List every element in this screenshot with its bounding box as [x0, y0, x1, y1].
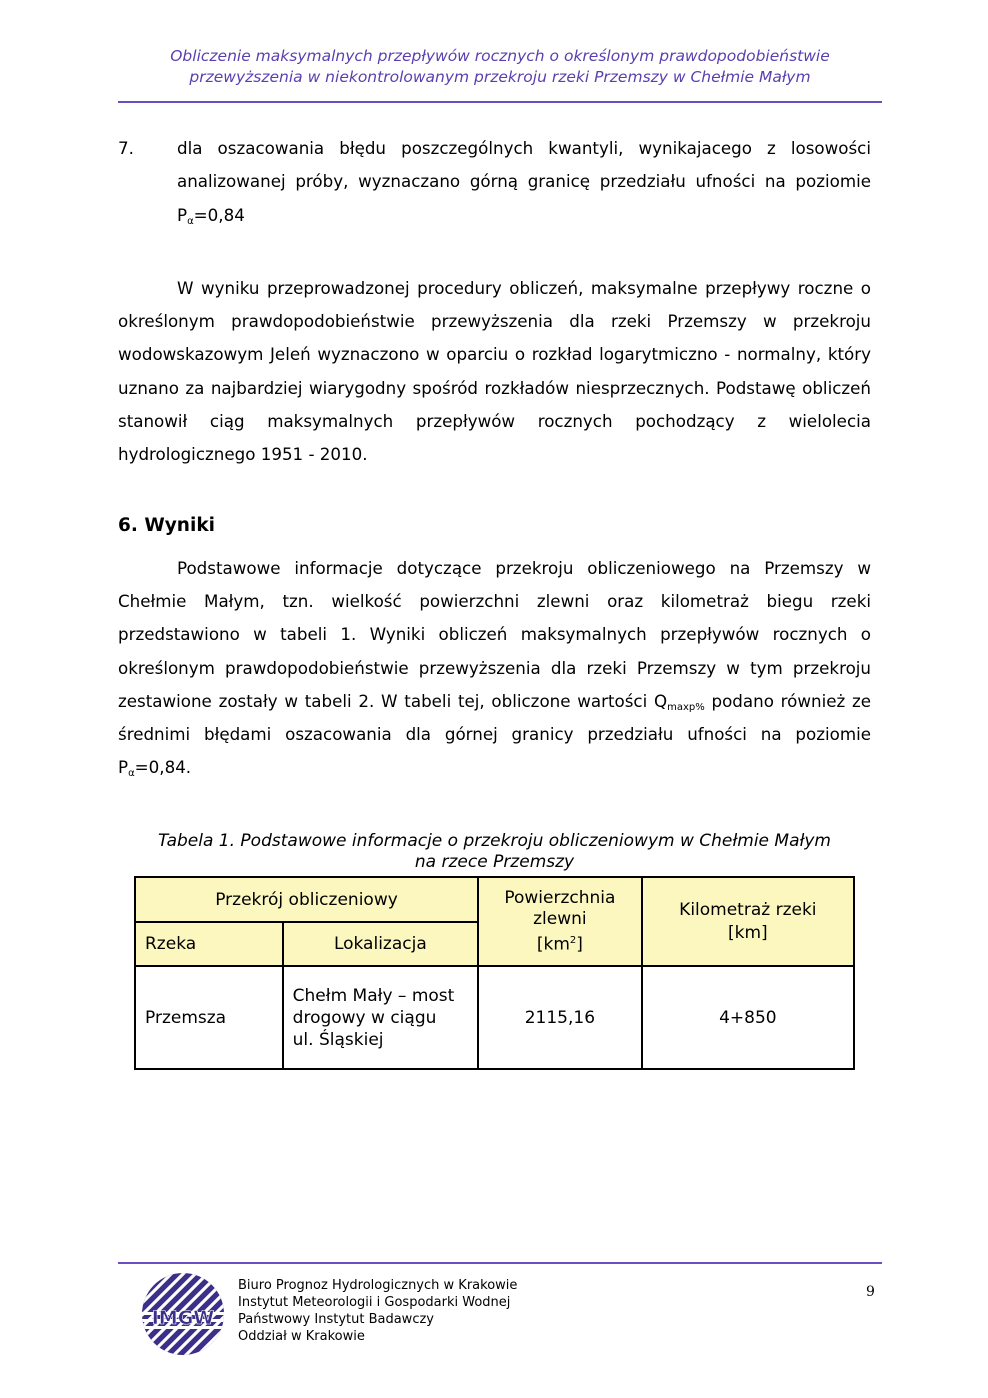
table-cell-area: 2115,16 — [478, 966, 642, 1069]
list-item-7 — [118, 132, 871, 232]
table-header-area: Powierzchnia zlewni $[km^2]$ — [478, 877, 642, 966]
imgw-logo-text: IMGW — [151, 1307, 215, 1329]
table-cell-location: Chełm Mały – most drogowy w ciągu ul. Śląskiej — [283, 966, 478, 1069]
table-cell-km: 4+850 — [642, 966, 854, 1069]
list-item-text: dla oszacowania błędu poszczególnych kwantyli, wynikajacego z losowości analizowanej próby, wyznaczano górną granicę przedziału ufności na poziomie $P_\alpha=0,84$ — [177, 138, 871, 227]
paragraph-results-method: W wyniku przeprowadzonej procedury obliczeń, maksymalne przepływy roczne o określonym prawdopodobieństwie przewyższenia dla rzeki Przemszy w przekroju wodowskazowym Jeleń wyznaczono w oparciu o rozkład logarytmiczno - normalny, który uznano za najbardziej wiarygodny spośród rozkładów niesprzecznych. Podstawę obliczeń stanowił ciąg maksymalnych przepływów rocznych pochodzący z wielolecia hydrologicznego 1951 - 2010. — [118, 277, 871, 465]
paragraph-wyniki: Podstawowe informacje dotyczące przekroju obliczeniowego na Przemszy w Chełmie Małym, tzn. wielkość powierzchni zlewni oraz kilometraż biegu rzeki przedstawiono w tabeli 1. Wyniki obliczeń maksymalnych przepływów rocznych o określonym prawdopodobieństwie przewyższenia dla rzeki Przemszy w tym przekroju zestawione zostały w tabeli 2. W tabeli tej, obliczone wartości $Q_{maxp\%}$ podano również ze średnimi błędami oszacowania dla górnej granicy przedziału ufności na poziomie $P_\alpha=0,84$. — [118, 557, 871, 780]
list-item-number: 7. — [118, 138, 134, 158]
table-header-river: Rzeka — [135, 922, 283, 966]
table-header-km: Kilometraż rzeki [km] — [642, 877, 854, 966]
header-line-1: Obliczenie maksymalnych przepływów rocznych o określonym prawdopodobieństwie — [170, 47, 830, 65]
table-cell-river: Przemsza — [135, 966, 283, 1069]
table-1 — [134, 876, 855, 1070]
header-divider — [118, 101, 882, 103]
footer-institution: Biuro Prognoz Hydrologicznych w Krakowie Instytut Meteorologii i Gospodarki Wodnej Państwowy Instytut Badawczy Oddział w Krakowie — [238, 1278, 518, 1344]
main-content — [118, 132, 871, 785]
section-heading-wyniki: 6. Wyniki — [118, 514, 215, 536]
table-header-group: Przekrój obliczeniowy — [135, 877, 478, 922]
running-header — [118, 46, 882, 88]
page-number: 9 — [866, 1284, 875, 1300]
table-header-location: Lokalizacja — [283, 922, 478, 966]
header-line-2: przewyższenia w niekontrolowanym przekroju rzeki Przemszy w Chełmie Małym — [189, 68, 811, 86]
table-1-caption: Tabela 1. Podstawowe informacje o przekroju obliczeniowym w Chełmie Małym na rzece Przemszy — [158, 831, 831, 872]
footer-divider — [118, 1262, 882, 1264]
imgw-logo-icon — [141, 1272, 225, 1356]
